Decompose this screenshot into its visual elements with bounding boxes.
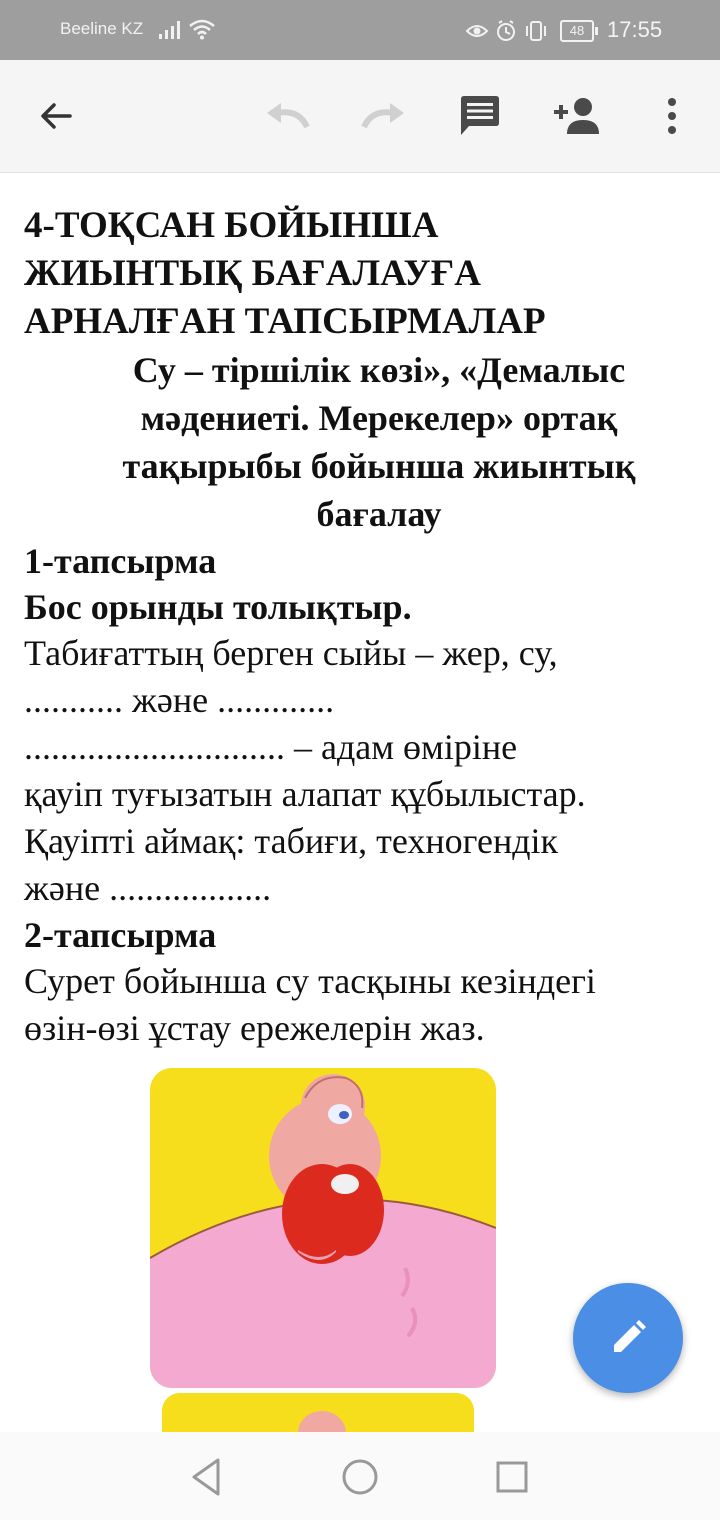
status-icons — [466, 19, 554, 43]
status-time: 17:55 — [607, 17, 663, 42]
second-illustration-image — [162, 1393, 474, 1433]
vibrate-icon — [527, 22, 545, 40]
battery-icon: 48 — [560, 20, 594, 42]
back-arrow-icon — [38, 98, 74, 134]
second-illustration — [162, 1393, 474, 1433]
edit-fab-button[interactable] — [573, 1283, 683, 1393]
document-subheading: Су – тіршілік көзі», «Демалыс мәдениеті. Мерекелер» ортақ тақырыбы бойынша жиынтық бағалау — [122, 350, 636, 534]
add-person-button[interactable] — [548, 88, 604, 144]
add-person-icon — [552, 96, 600, 136]
system-nav-bar — [0, 1432, 720, 1520]
recents-square-icon[interactable] — [489, 1454, 535, 1500]
task1-instruction: Бос орынды толықтыр. — [24, 587, 412, 627]
back-triangle-icon[interactable] — [184, 1454, 230, 1500]
task2-title: 2-тапсырма — [24, 915, 217, 955]
eye-icon — [467, 26, 487, 36]
redo-button[interactable] — [356, 88, 412, 144]
task1-text: Табиғаттың берген сыйы – жер, су, ........... және ............. ............................. – адам өміріне қауіп туғызатын алапат құбылыстар. Қауіпті аймақ: табиғи, техногендік және .................. — [24, 633, 586, 908]
document-heading: 4-ТОҚСАН БОЙЫНША ЖИЫНТЫҚ БАҒАЛАУҒА АРНАЛҒАН ТАПСЫРМАЛАР — [24, 205, 546, 342]
signal-icon — [158, 20, 182, 40]
comment-icon — [459, 95, 501, 137]
comment-button[interactable] — [452, 88, 508, 144]
redo-icon — [360, 101, 408, 131]
flood-illustration — [150, 1068, 496, 1388]
more-options-button[interactable] — [644, 88, 700, 144]
task2-text: Сурет бойынша су тасқыны кезіндегі өзін-өзі ұстау ережелерін жаз. — [24, 961, 596, 1048]
document-body — [24, 172, 700, 1052]
back-button[interactable] — [28, 88, 84, 144]
undo-button[interactable] — [259, 88, 315, 144]
undo-icon — [263, 101, 311, 131]
alarm-icon — [498, 21, 514, 40]
carrier-name: Beeline KZ — [60, 19, 144, 38]
task1-title: 1-тапсырма — [24, 541, 217, 581]
more-vert-icon — [666, 98, 678, 134]
doc-toolbar — [0, 60, 720, 173]
flood-illustration-image — [150, 1068, 496, 1388]
home-circle-icon[interactable] — [337, 1454, 383, 1500]
status-bar — [0, 0, 720, 60]
pencil-icon — [608, 1318, 648, 1358]
wifi-icon — [188, 18, 216, 40]
